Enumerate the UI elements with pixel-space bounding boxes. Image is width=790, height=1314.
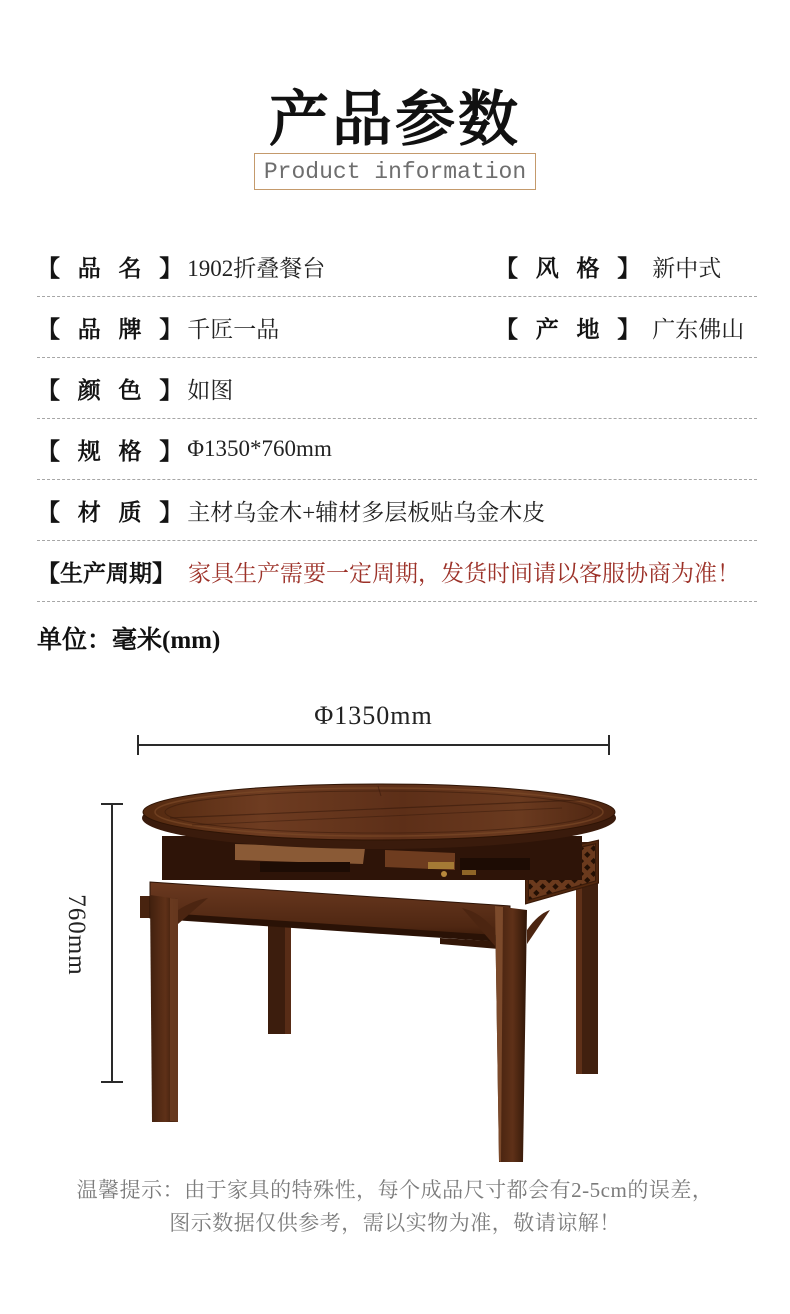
dimension-tick	[608, 735, 610, 755]
spec-value-production-cycle: 家具生产需要一定周期，发货时间请以客服协商为准！	[188, 560, 740, 586]
unit-label: 单位：毫米(mm)	[37, 627, 221, 654]
spec-label-brand: 【 品 牌 】	[37, 316, 183, 342]
spec-label-origin: 【 产 地 】	[495, 316, 641, 342]
spec-value-material: 主材乌金木+辅材多层板贴乌金木皮	[187, 499, 546, 525]
width-dimension-line	[137, 744, 610, 746]
spec-row-brand	[37, 297, 757, 358]
spec-label-name: 【 品 名 】	[37, 255, 183, 281]
spec-row-name	[37, 236, 757, 297]
spec-label-material: 【 材 质 】	[37, 499, 183, 525]
footer-notice	[0, 1174, 790, 1240]
spec-value-origin: 广东佛山	[652, 316, 745, 342]
footer-line-2: 图示数据仅供参考，需以实物为准，敬请谅解！	[169, 1211, 621, 1235]
spec-row-production-cycle	[37, 541, 757, 602]
subtitle-text: Product information	[263, 158, 527, 185]
width-dimension-label: Φ1350mm	[314, 701, 433, 730]
spec-row-material	[37, 480, 757, 541]
spec-value-color: 如图	[187, 377, 234, 403]
spec-cell-origin	[495, 297, 744, 357]
subtitle-box	[254, 153, 536, 190]
product-photo-dining-table	[110, 778, 650, 1170]
table-apron	[140, 882, 510, 950]
spec-value-size: Φ1350*760mm	[187, 436, 332, 461]
tabletop	[142, 784, 616, 849]
spec-row-size	[37, 419, 757, 480]
height-dimension-label: 760mm	[63, 894, 90, 976]
spec-label-style: 【 风 格 】	[495, 255, 641, 281]
spec-value-style: 新中式	[652, 255, 722, 281]
spec-value-brand: 千匠一品	[187, 316, 280, 342]
spec-value-name: 1902折叠餐台	[187, 255, 326, 281]
footer-line-1: 温馨提示：由于家具的特殊性，每个成品尺寸都会有2-5cm的误差，	[76, 1178, 714, 1202]
table-front-legs	[150, 895, 550, 1162]
page-title: 产品参数	[269, 87, 521, 153]
spec-table	[37, 236, 757, 602]
spec-label-size: 【 规 格 】	[37, 438, 183, 464]
spec-label-production-cycle: 【生产周期】	[37, 560, 175, 586]
spec-label-color: 【 颜 色 】	[37, 377, 183, 403]
dimension-tick	[137, 735, 139, 755]
spec-cell-style	[495, 236, 721, 296]
spec-row-color	[37, 358, 757, 419]
